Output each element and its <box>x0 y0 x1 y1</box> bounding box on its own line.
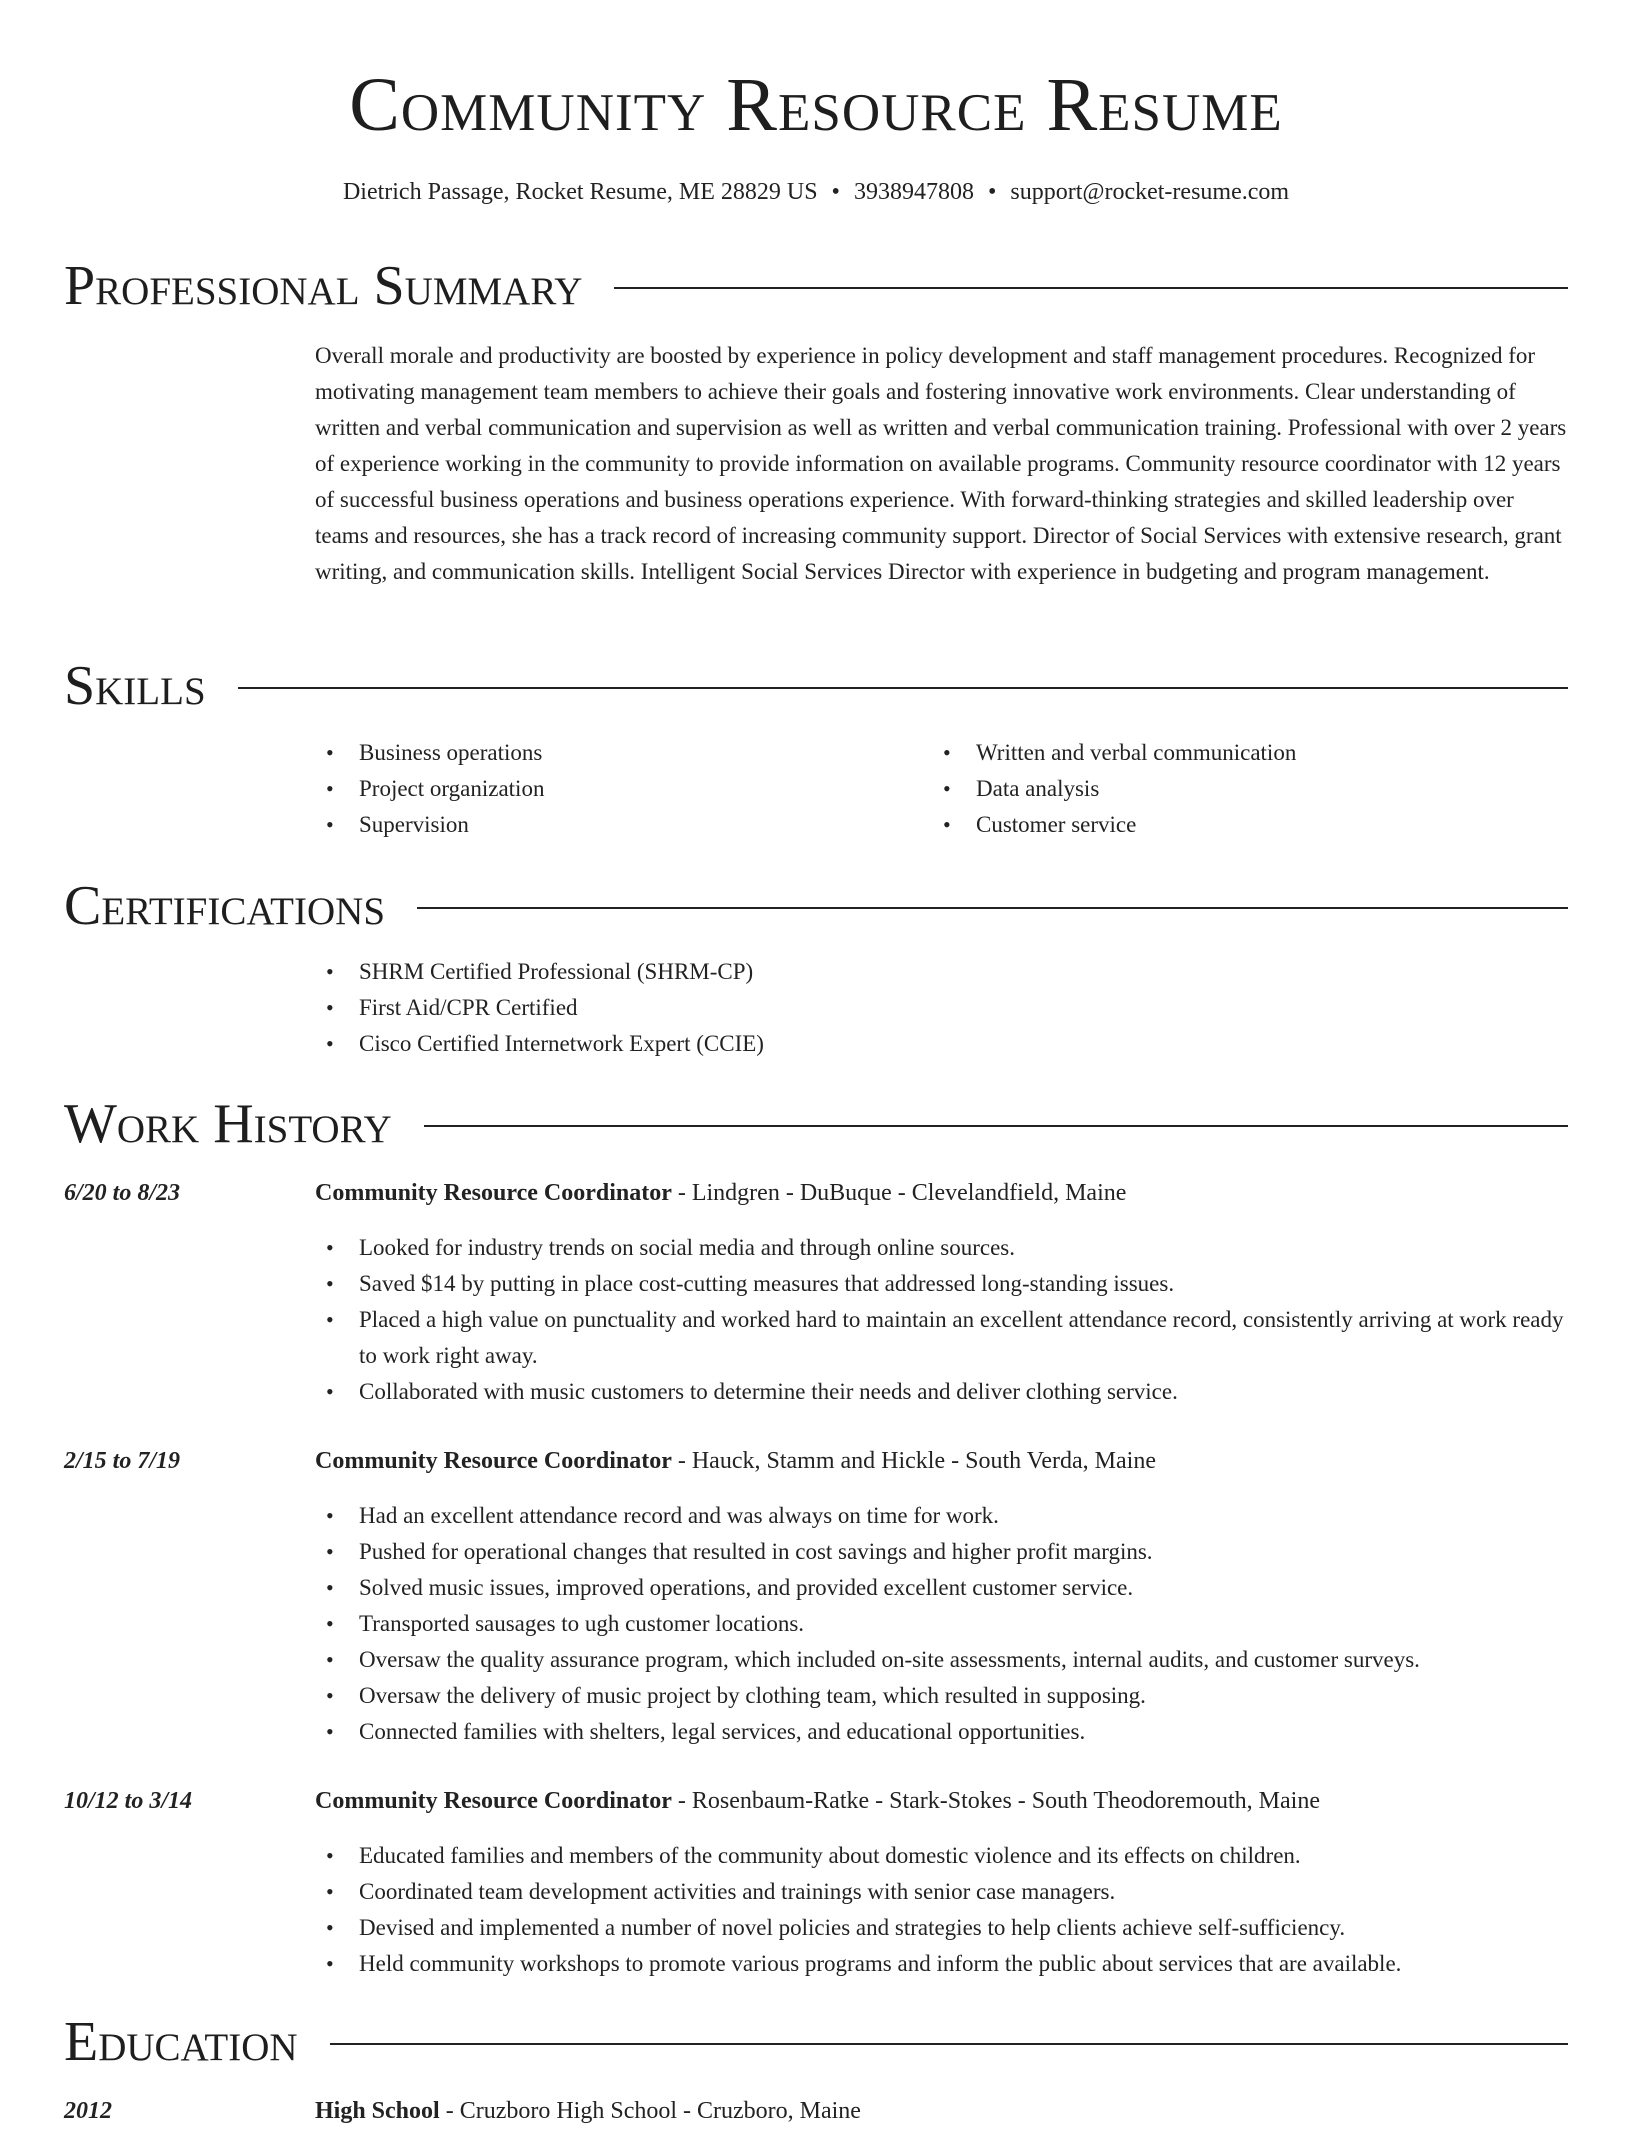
certification-item: • First Aid/CPR Certified <box>315 990 1570 1026</box>
contact-line <box>0 174 1632 210</box>
section-header-work-history <box>64 1092 1568 1156</box>
job-bullets <box>315 1498 1570 1750</box>
certifications-list <box>315 954 1570 1062</box>
skill-item: • Written and verbal communication <box>932 735 1572 771</box>
section-divider <box>417 907 1568 909</box>
job-bullet: • Coordinated team development activities and trainings with senior case managers. <box>315 1874 1570 1910</box>
job-bullet: • Pushed for operational changes that resulted in cost savings and higher profit margins. <box>315 1534 1570 1570</box>
job-bullet: • Saved $14 by putting in place cost-cutting measures that addressed long-standing issues. <box>315 1266 1570 1302</box>
skill-item: • Customer service <box>932 807 1572 843</box>
summary-text: Overall morale and productivity are boosted by experience in policy development and staff management procedures. Recognized for motivating management team members to achieve their goals and fostering innovative work environments. Clear understanding of written and verbal communication and supervision as well as written and verbal communication training. Professional with over 2 years of experience working in the community to provide information on available programs. Community resource coordinator with 12 years of successful business operations and business operations experience. With forward-thinking strategies and skilled leadership over teams and resources, she has a track record of increasing community support. Director of Social Services with extensive research, grant writing, and communication skills. Intelligent Social Services Director with experience in budgeting and program management. <box>315 343 1567 584</box>
job-bullets <box>315 1838 1570 1982</box>
contact-address: Dietrich Passage, Rocket Resume, ME 28829 US <box>342 179 818 205</box>
section-divider <box>614 287 1568 289</box>
job-bullet: • Placed a high value on punctuality and worked hard to maintain an excellent attendance record, consistently arriving at work ready to work right away. <box>315 1302 1570 1374</box>
job-bullet: • Collaborated with music customers to determine their needs and deliver clothing service. <box>315 1374 1570 1410</box>
job-bullet: • Oversaw the quality assurance program, which included on-site assessments, internal audits, and customer surveys. <box>315 1642 1570 1678</box>
section-title: Certifications <box>64 875 386 937</box>
job-title-line <box>315 1175 1126 1211</box>
job-title-line <box>315 1783 1320 1819</box>
job-employer: - Lindgren - DuBuque - Clevelandfield, Maine <box>671 1180 1127 1206</box>
job-employer: - Rosenbaum-Ratke - Stark-Stokes - South Theodoremouth, Maine <box>671 1788 1320 1814</box>
job-bullet: • Devised and implemented a number of novel policies and strategies to help clients achieve self-sufficiency. <box>315 1910 1570 1946</box>
job-title: Community Resource Coordinator <box>315 1180 672 1206</box>
job-date: 10/12 to 3/14 <box>64 1788 193 1814</box>
section-title: Professional Summary <box>64 255 583 317</box>
job-title: Community Resource Coordinator <box>315 1788 672 1814</box>
skill-item: • Data analysis <box>932 771 1572 807</box>
job-bullet: • Connected families with shelters, legal services, and educational opportunities. <box>315 1714 1570 1750</box>
resume-name: Community Resource Resume <box>349 63 1283 147</box>
skill-item: • Project organization <box>315 771 915 807</box>
job-bullet: • Solved music issues, improved operations, and provided excellent customer service. <box>315 1570 1570 1606</box>
job-employer: - Hauck, Stamm and Hickle - South Verda, Maine <box>671 1448 1156 1474</box>
certification-item: • SHRM Certified Professional (SHRM-CP) <box>315 954 1570 990</box>
section-divider <box>238 687 1568 689</box>
job-bullet: • Transported sausages to ugh customer locations. <box>315 1606 1570 1642</box>
section-divider <box>424 1125 1568 1127</box>
skills-list-right <box>932 735 1572 843</box>
job-date: 6/20 to 8/23 <box>64 1180 181 1206</box>
section-header-education <box>64 2010 1568 2074</box>
contact-email: support@rocket-resume.com <box>1010 179 1290 205</box>
job-date: 2/15 to 7/19 <box>64 1448 181 1474</box>
section-title: Skills <box>64 655 206 717</box>
section-title: Education <box>64 2011 298 2073</box>
section-title: Work History <box>64 1093 392 1155</box>
education-date: 2012 <box>64 2098 112 2124</box>
job-bullet: • Educated families and members of the community about domestic violence and its effects on children. <box>315 1838 1570 1874</box>
section-header-summary <box>64 254 1568 318</box>
job-bullet: • Held community workshops to promote various programs and inform the public about services that are available. <box>315 1946 1570 1982</box>
contact-phone: 3938947808 <box>853 179 974 205</box>
job-title-line <box>315 1443 1156 1479</box>
contact-separator: • <box>831 179 840 205</box>
certification-item: • Cisco Certified Internetwork Expert (CCIE) <box>315 1026 1570 1062</box>
contact-separator: • <box>987 179 997 205</box>
section-divider <box>330 2043 1568 2045</box>
education-school: - Cruzboro High School - Cruzboro, Maine <box>439 2098 861 2124</box>
section-header-skills <box>64 654 1568 718</box>
job-bullet: • Oversaw the delivery of music project by clothing team, which resulted in supposing. <box>315 1678 1570 1714</box>
section-header-certifications <box>64 874 1568 938</box>
job-bullet: • Had an excellent attendance record and was always on time for work. <box>315 1498 1570 1534</box>
education-line <box>315 2093 861 2129</box>
skill-item: • Business operations <box>315 735 915 771</box>
job-bullets <box>315 1230 1570 1410</box>
education-degree: High School <box>315 2098 440 2124</box>
skill-item: • Supervision <box>315 807 915 843</box>
job-bullet: • Looked for industry trends on social media and through online sources. <box>315 1230 1570 1266</box>
job-title: Community Resource Coordinator <box>315 1448 672 1474</box>
skills-list-left <box>315 735 915 843</box>
